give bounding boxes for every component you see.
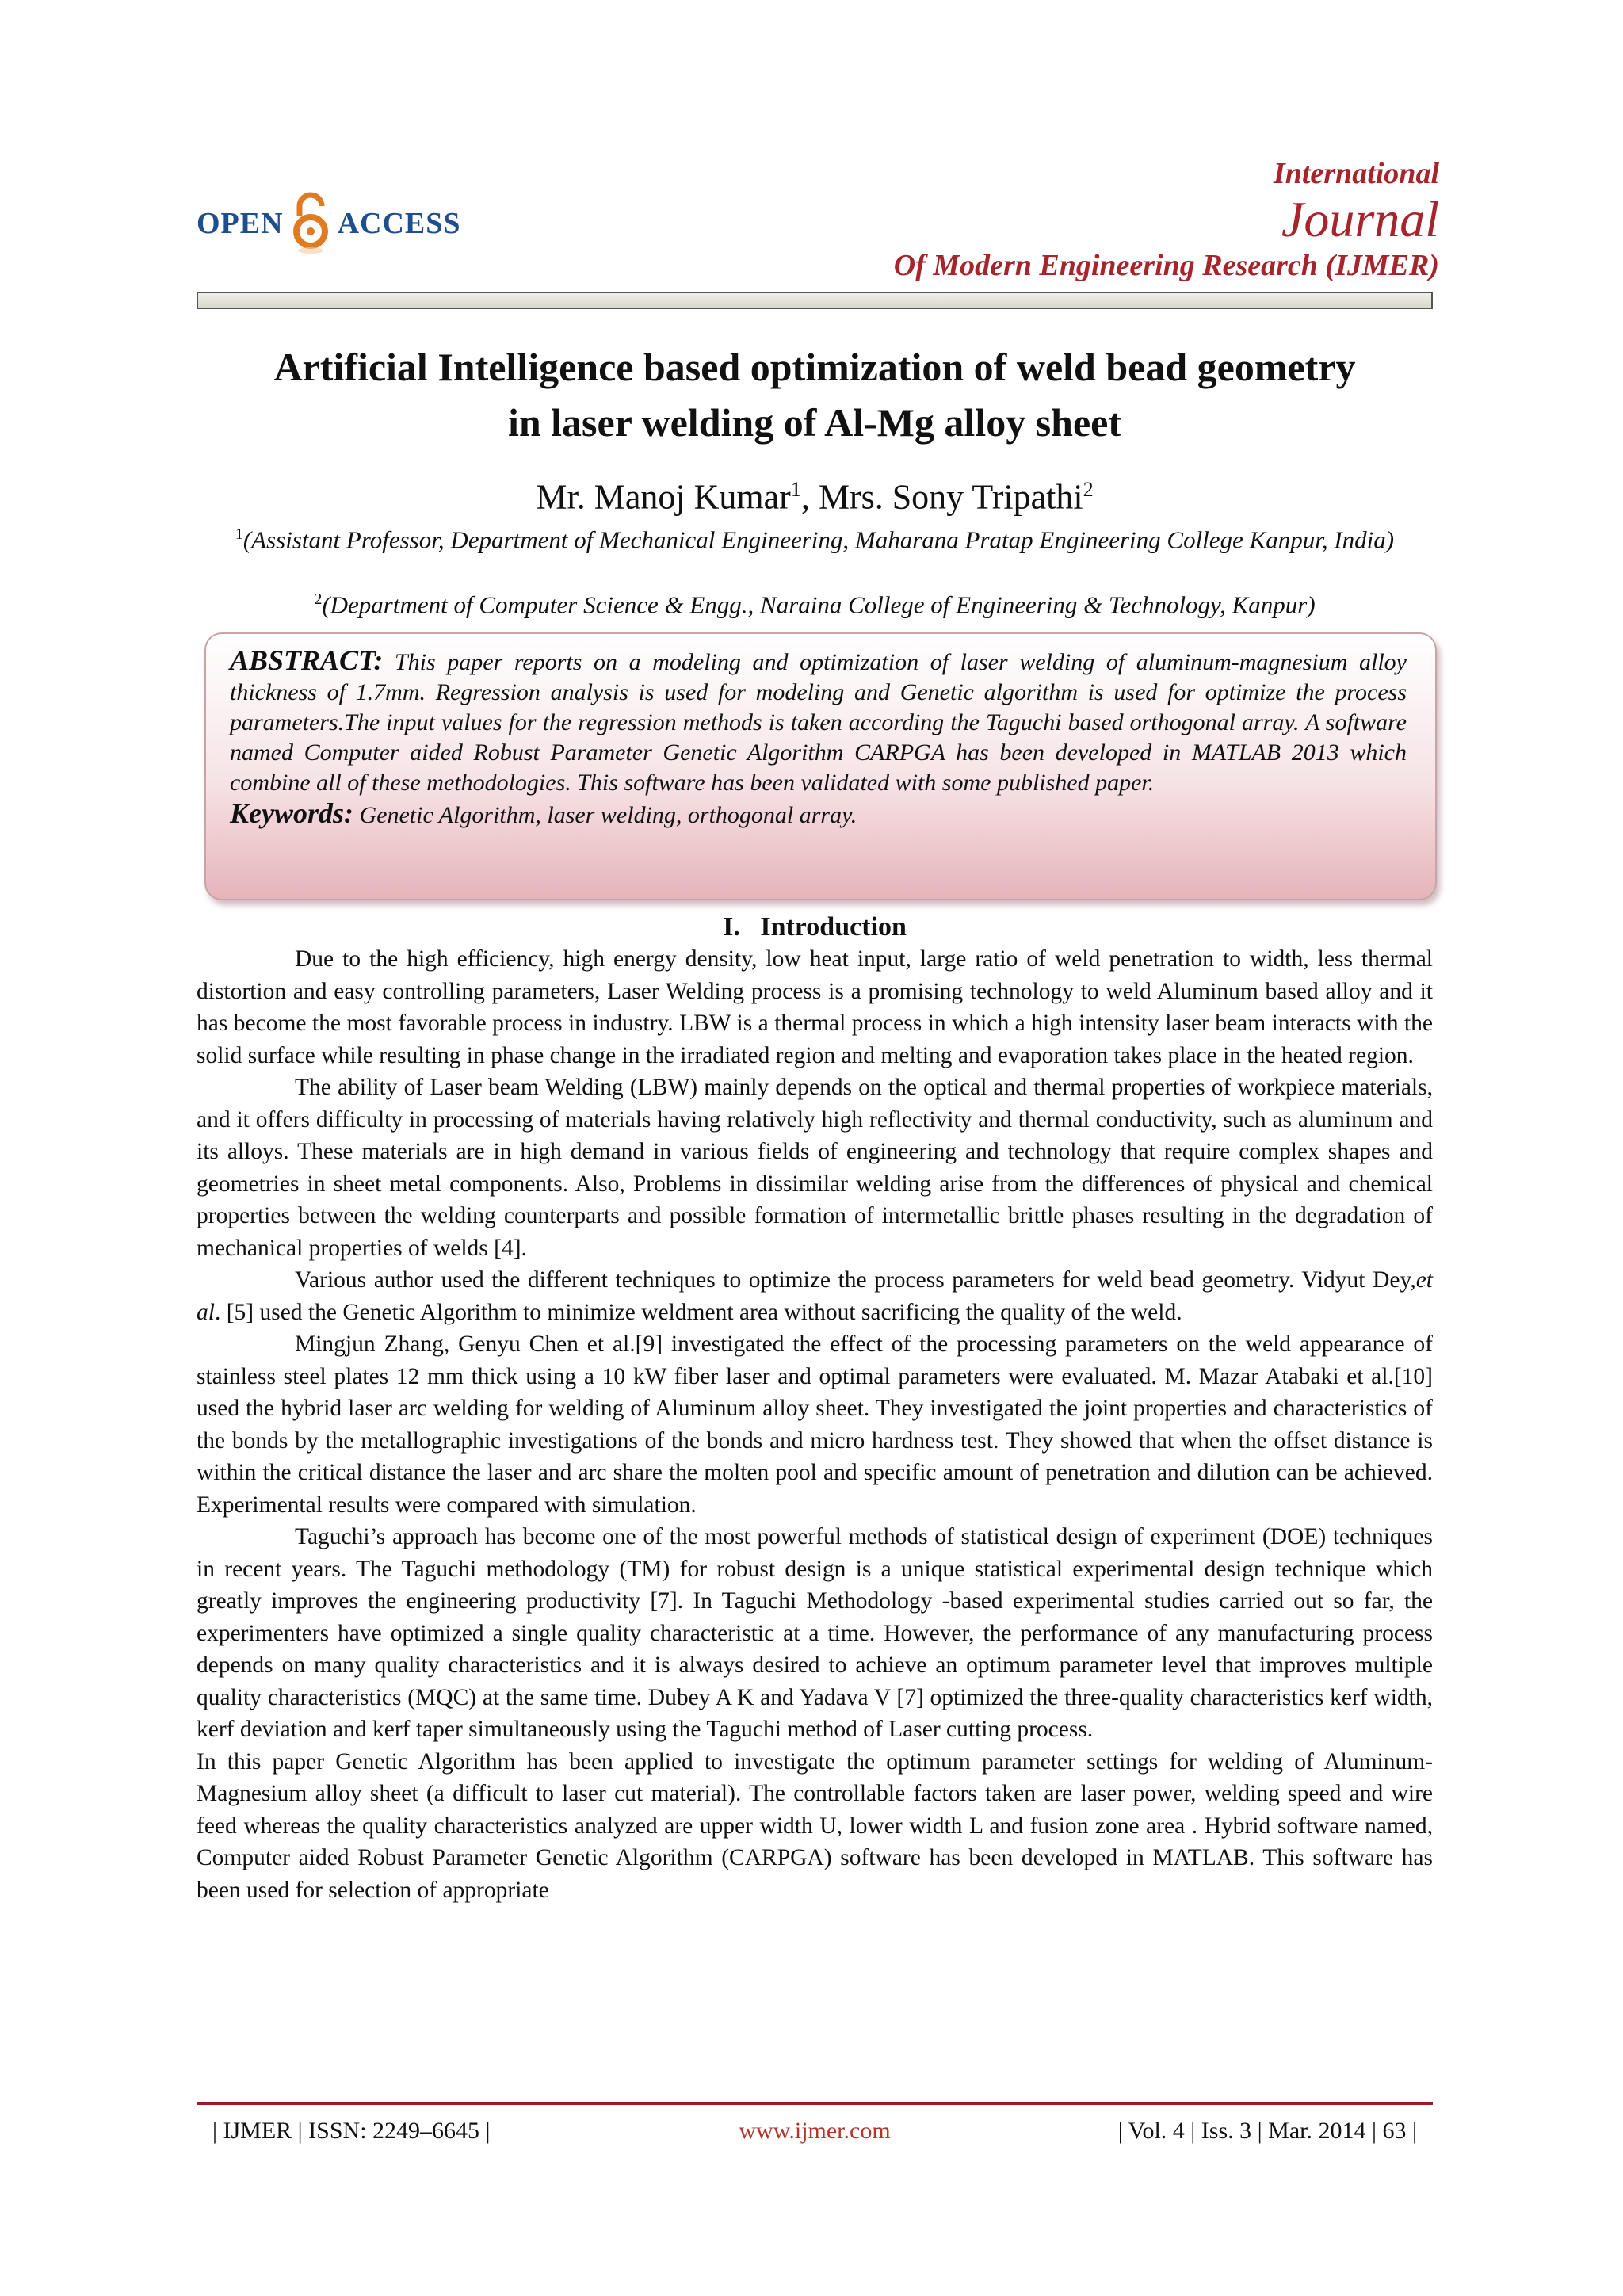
affiliation-1-text: (Assistant Professor, Department of Mechanical Engineering, Maharana Pratap Engineering College Kanpur, India) (242, 525, 1395, 554)
keywords-text: Genetic Algorithm, laser welding, orthogonal array. (353, 802, 857, 828)
affiliation-2 (197, 583, 1433, 621)
affiliation-1 (197, 518, 1433, 556)
affiliation-2-sup: 2 (314, 590, 323, 608)
paragraph-3-part-a: Various author used the different techniques to optimize the process parameters for weld bead geometry. Vidyut Dey, (295, 1267, 1416, 1293)
footer-volume-page: | Vol. 4 | Iss. 3 | Mar. 2014 | 63 | (1117, 2118, 1417, 2144)
open-lock-icon (292, 192, 330, 255)
journal-line-international: International (1273, 157, 1439, 190)
affiliation-2-text: (Department of Computer Science & Engg., Naraina College of Engineering & Technology, Kanpur) (322, 590, 1316, 619)
author-1: Mr. Manoj Kumar (536, 477, 791, 517)
footer-issn: | IJMER | ISSN: 2249–6645 | (212, 2118, 491, 2144)
paper-title-line-2: in laser welding of Al-Mg alloy sheet (507, 400, 1122, 445)
paragraph-5: Taguchi’s approach has become one of the most powerful methods of statistical design of experiment (DOE) techniques in recent years. The Taguchi methodology (TM) for robust design is a unique statistical experimental design technique which greatly improves the engineering productivity [7]. In Taguchi Methodology -based experimental studies carried out so far, the experimenters have optimized a single quality characteristic at a time. However, the performance of any manufacturing process depends on many quality characteristics and it is always desired to achieve an optimum parameter level that improves multiple quality characteristics (MQC) at the same time. Dubey A K and Yadava V [7] optimized the three-quality characteristics kerf width, kerf deviation and kerf taper simultaneously using the Taguchi method of Laser cutting process. (197, 1524, 1433, 1742)
abstract-box (204, 632, 1437, 900)
body-text (197, 943, 1433, 1906)
section-heading-introduction: I. Introduction (723, 912, 907, 942)
affiliation-1-sup: 1 (235, 525, 243, 543)
keywords-label: Keywords: (230, 797, 353, 829)
paragraph-1: Due to the high efficiency, high energy density, low heat input, large ratio of weld penetration to width, less thermal distortion and easy controlling parameters, Laser Welding process is a promising technology to weld Aluminum based alloy and it has become the most favorable process in industry. LBW is a thermal process in which a high intensity laser beam interacts with the solid surface while resulting in phase change in the irradiated region and melting and evaporation takes place in the heated region. (197, 946, 1433, 1068)
paragraph-4: Mingjun Zhang, Genyu Chen et al.[9] investigated the effect of the processing parameters on the weld appearance of stainless steel plates 12 mm thick using a 10 kW fiber laser and optimal parameters were evaluated. M. Mazar Atabaki et al.[10] used the hybrid laser arc welding for welding of Aluminum alloy sheet. They investigated the joint properties and characteristics of the bonds by the metallographic investigations of the bonds and micro hardness test. They showed that when the offset distance is within the critical distance the laser and arc share the molten pool and specific amount of penetration and dilution can be achieved. Experimental results were compared with simulation. (197, 1331, 1433, 1518)
header-divider-bar (197, 292, 1433, 309)
author-1-sup: 1 (790, 478, 801, 501)
footer-website-link[interactable]: www.ijmer.com (739, 2118, 891, 2144)
abstract-text: This paper reports on a modeling and optimization of laser welding of aluminum-magnesium alloy thickness of 1.7mm. Regression analysis is used for modeling and Genetic algorithm is used for optimize the process parameters.The input values for the regression methods is taken according the Taguchi based orthogonal array. A software named Computer aided Robust Parameter Genetic Algorithm CARPGA has been developed in MATLAB 2013 which combine all of these methodologies. This software has been validated with some published paper. (230, 649, 1407, 796)
abstract-label: ABSTRACT: (230, 644, 384, 676)
paper-title (197, 339, 1433, 450)
author-2: Mrs. Sony Tripathi (818, 477, 1083, 517)
paragraph-6: In this paper Genetic Algorithm has been applied to investigate the optimum parameter settings for welding of Aluminum-Magnesium alloy sheet (a difficult to laser cut material). The controllable factors taken are laser power, welding speed and wire feed whereas the quality characteristics analyzed are upper width U, lower width L and fusion zone area . Hybrid software named, Computer aided Robust Parameter Genetic Algorithm (CARPGA) software has been developed in MATLAB. This software has been used for selection of appropriate (197, 1748, 1433, 1903)
open-access-text-left: OPEN (197, 207, 284, 240)
paragraph-3-part-b: . [5] used the Genetic Algorithm to minimize weldment area without sacrificing the quality of the weld. (214, 1299, 1182, 1325)
journal-masthead (894, 155, 1439, 284)
open-access-logo (197, 192, 461, 255)
keywords-paragraph (230, 798, 1407, 831)
journal-line-journal: Journal (1281, 191, 1439, 247)
author-2-sup: 2 (1083, 478, 1094, 501)
paragraph-2: The ability of Laser beam Welding (LBW) mainly depends on the optical and thermal properties of workpiece materials, and it offers difficulty in processing of materials having relatively high reflectivity and thermal conductivity, such as aluminum and its alloys. These materials are in high demand in various fields of engineering and technology that require complex shapes and geometries in sheet metal components. Also, Problems in dissimilar welding arise from the differences of physical and chemical properties between the welding counterparts and possible formation of intermetallic brittle phases resulting in the degradation of mechanical properties of welds [4]. (197, 1075, 1433, 1261)
abstract-paragraph (230, 645, 1407, 798)
paragraph-3-etal: et al (197, 1267, 1433, 1325)
page-footer (197, 2118, 1433, 2149)
author-separator: , (800, 477, 819, 517)
journal-line-name: Of Modern Engineering Research (IJMER) (893, 249, 1439, 282)
open-access-text-right: ACCESS (337, 207, 461, 240)
footer-rule (197, 2102, 1433, 2105)
paragraph-3 (197, 1264, 1433, 1328)
paper-title-line-1: Artificial Intelligence based optimization of weld bead geometry (273, 345, 1356, 389)
author-list (197, 468, 1433, 520)
